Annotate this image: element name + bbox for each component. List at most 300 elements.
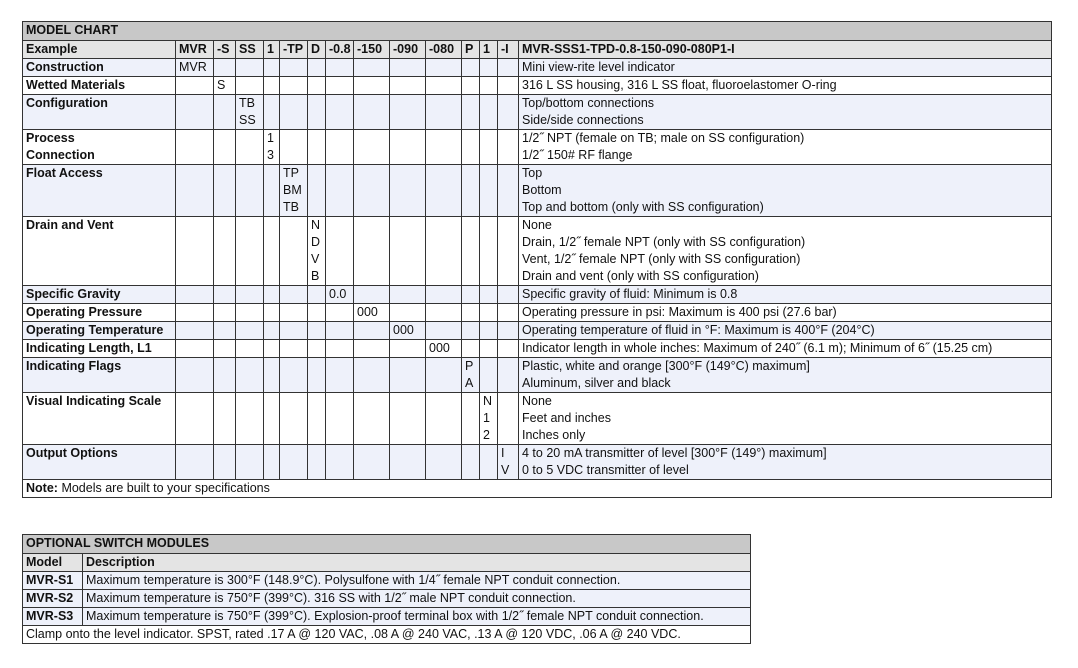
code-cell xyxy=(498,340,519,358)
code-cell xyxy=(498,445,519,480)
code-cell xyxy=(426,358,462,393)
option-label xyxy=(23,130,176,165)
code-cell xyxy=(498,393,519,445)
code-cell xyxy=(426,340,462,358)
option-description-line: Side/side connections xyxy=(522,113,644,127)
code-cell xyxy=(426,217,462,286)
code-cell xyxy=(176,217,214,286)
option-code: 3 xyxy=(267,148,274,162)
code-cell xyxy=(280,165,308,217)
example-code: -150 xyxy=(354,41,390,59)
code-cell xyxy=(390,59,426,77)
code-cell xyxy=(236,130,264,165)
option-label-text: Operating Pressure xyxy=(26,305,143,319)
option-code: P xyxy=(465,359,474,373)
code-cell xyxy=(214,358,236,393)
option-code: A xyxy=(465,376,474,390)
code-cell xyxy=(214,445,236,480)
code-cell xyxy=(236,322,264,340)
code-cell xyxy=(462,304,480,322)
code-cell xyxy=(354,286,390,304)
switch-row xyxy=(23,572,751,590)
switch-modules-table xyxy=(22,534,751,644)
code-cell xyxy=(354,95,390,130)
switch-model: MVR-S2 xyxy=(23,590,83,608)
code-cell xyxy=(480,445,498,480)
option-description xyxy=(519,304,1052,322)
option-description-line: Vent, 1/2˝ female NPT (only with SS configuration) xyxy=(522,252,801,266)
option-description xyxy=(519,286,1052,304)
option-label xyxy=(23,77,176,95)
option-label xyxy=(23,340,176,358)
code-cell xyxy=(462,445,480,480)
code-cell xyxy=(426,393,462,445)
option-code: B xyxy=(311,269,320,283)
code-cell xyxy=(236,59,264,77)
option-label-text: Wetted Materials xyxy=(26,78,126,92)
model-chart-title: MODEL CHART xyxy=(23,22,1052,41)
code-cell xyxy=(354,322,390,340)
option-code: V xyxy=(311,252,320,266)
code-cell xyxy=(426,286,462,304)
code-cell xyxy=(498,286,519,304)
code-cell xyxy=(462,393,480,445)
option-label-text: Indicating Flags xyxy=(26,359,122,373)
code-cell xyxy=(214,340,236,358)
option-description-line: Indicator length in whole inches: Maximum of 240˝ (6.1 m); Minimum of 6˝ (15.25 cm) xyxy=(522,341,993,355)
switch-footer-row xyxy=(23,626,751,644)
option-description-line: 4 to 20 mA transmitter of level [300°F (149°) maximum] xyxy=(522,446,827,460)
code-cell xyxy=(264,445,280,480)
option-label xyxy=(23,217,176,286)
switch-model: MVR-S1 xyxy=(23,572,83,590)
option-description xyxy=(519,95,1052,130)
example-code: 1 xyxy=(480,41,498,59)
col-header-description: Description xyxy=(83,554,751,572)
code-cell xyxy=(214,59,236,77)
option-label xyxy=(23,95,176,130)
option-code: SS xyxy=(239,113,256,127)
code-cell xyxy=(354,130,390,165)
code-cell xyxy=(480,340,498,358)
code-cell xyxy=(426,322,462,340)
code-cell xyxy=(236,393,264,445)
code-cell xyxy=(390,393,426,445)
code-cell xyxy=(354,358,390,393)
code-cell xyxy=(176,322,214,340)
code-cell xyxy=(354,59,390,77)
code-cell xyxy=(498,130,519,165)
option-label-text: Float Access xyxy=(26,166,103,180)
code-cell xyxy=(462,130,480,165)
code-cell xyxy=(462,358,480,393)
code-cell xyxy=(176,59,214,77)
code-cell xyxy=(326,95,354,130)
code-cell xyxy=(308,95,326,130)
option-description-line: 1/2˝ 150# RF flange xyxy=(522,148,633,162)
switch-footer: Clamp onto the level indicator. SPST, rated .17 A @ 120 VAC, .08 A @ 240 VAC, .13 A @ 120 VDC, .06 A @ 240 VDC. xyxy=(23,626,751,644)
code-cell xyxy=(264,165,280,217)
code-cell xyxy=(462,217,480,286)
option-label-text: Output Options xyxy=(26,446,118,460)
code-cell xyxy=(354,340,390,358)
code-cell xyxy=(264,130,280,165)
switch-model: MVR-S3 xyxy=(23,608,83,626)
example-code: -I xyxy=(498,41,519,59)
code-cell xyxy=(214,393,236,445)
code-cell xyxy=(354,77,390,95)
code-cell xyxy=(308,217,326,286)
code-cell xyxy=(480,304,498,322)
option-description-line: Bottom xyxy=(522,183,562,197)
code-cell xyxy=(280,59,308,77)
option-label-text: Indicating Length, L1 xyxy=(26,341,152,355)
option-row xyxy=(23,358,1052,393)
code-cell xyxy=(308,77,326,95)
code-cell xyxy=(390,95,426,130)
option-code: 000 xyxy=(429,341,450,355)
code-cell xyxy=(176,340,214,358)
option-label-text: Visual Indicating Scale xyxy=(26,394,162,408)
option-description-line: None xyxy=(522,394,552,408)
option-code: D xyxy=(311,235,321,249)
option-label xyxy=(23,165,176,217)
code-cell xyxy=(308,304,326,322)
example-code: -0.8 xyxy=(326,41,354,59)
code-cell xyxy=(390,77,426,95)
code-cell xyxy=(264,286,280,304)
code-cell xyxy=(426,77,462,95)
code-cell xyxy=(354,393,390,445)
code-cell xyxy=(308,340,326,358)
code-cell xyxy=(326,217,354,286)
code-cell xyxy=(426,304,462,322)
code-cell xyxy=(498,95,519,130)
option-label-text: Drain and Vent xyxy=(26,218,114,232)
option-row xyxy=(23,393,1052,445)
option-row xyxy=(23,165,1052,217)
option-description xyxy=(519,217,1052,286)
code-cell xyxy=(308,393,326,445)
option-code: 1 xyxy=(483,411,490,425)
example-label: Example xyxy=(23,41,176,59)
col-header-model: Model xyxy=(23,554,83,572)
example-row xyxy=(23,41,1052,59)
option-row xyxy=(23,59,1052,77)
option-description xyxy=(519,358,1052,393)
code-cell xyxy=(326,445,354,480)
code-cell xyxy=(236,95,264,130)
code-cell xyxy=(462,340,480,358)
code-cell xyxy=(390,358,426,393)
code-cell xyxy=(280,130,308,165)
code-cell xyxy=(264,340,280,358)
code-cell xyxy=(264,304,280,322)
code-cell xyxy=(426,59,462,77)
code-cell xyxy=(176,95,214,130)
example-code: D xyxy=(308,41,326,59)
example-code: -080 xyxy=(426,41,462,59)
code-cell xyxy=(426,130,462,165)
option-description xyxy=(519,130,1052,165)
code-cell xyxy=(308,322,326,340)
option-code: TP xyxy=(283,166,299,180)
note-cell xyxy=(23,480,1052,498)
option-row xyxy=(23,77,1052,95)
option-row xyxy=(23,130,1052,165)
code-cell xyxy=(354,445,390,480)
option-row xyxy=(23,340,1052,358)
option-description-line: None xyxy=(522,218,552,232)
option-description xyxy=(519,445,1052,480)
code-cell xyxy=(214,165,236,217)
code-cell xyxy=(462,286,480,304)
example-code: P xyxy=(462,41,480,59)
option-label-text: Construction xyxy=(26,60,104,74)
model-chart-table xyxy=(22,21,1052,498)
code-cell xyxy=(264,322,280,340)
code-cell xyxy=(280,393,308,445)
code-cell xyxy=(326,77,354,95)
code-cell xyxy=(480,322,498,340)
example-code: MVR xyxy=(176,41,214,59)
code-cell xyxy=(326,130,354,165)
code-cell xyxy=(264,393,280,445)
code-cell xyxy=(280,286,308,304)
option-row xyxy=(23,217,1052,286)
option-description-line: 0 to 5 VDC transmitter of level xyxy=(522,463,689,477)
code-cell xyxy=(390,165,426,217)
example-code: SS xyxy=(236,41,264,59)
option-description-line: Plastic, white and orange [300°F (149°C) maximum] xyxy=(522,359,810,373)
option-code: 0.0 xyxy=(329,287,347,301)
option-description-line: Top and bottom (only with SS configuration) xyxy=(522,200,764,214)
code-cell xyxy=(214,130,236,165)
option-code: TB xyxy=(239,96,255,110)
code-cell xyxy=(390,304,426,322)
switch-row xyxy=(23,608,751,626)
code-cell xyxy=(280,445,308,480)
code-cell xyxy=(236,165,264,217)
code-cell xyxy=(308,445,326,480)
option-code: TB xyxy=(283,200,299,214)
option-description xyxy=(519,340,1052,358)
code-cell xyxy=(308,165,326,217)
option-label xyxy=(23,304,176,322)
option-row xyxy=(23,322,1052,340)
option-description xyxy=(519,393,1052,445)
code-cell xyxy=(214,95,236,130)
option-description xyxy=(519,77,1052,95)
code-cell xyxy=(280,340,308,358)
option-row xyxy=(23,304,1052,322)
option-label xyxy=(23,445,176,480)
option-description-line: Top/bottom connections xyxy=(522,96,655,110)
code-cell xyxy=(498,322,519,340)
code-cell xyxy=(480,59,498,77)
option-row xyxy=(23,286,1052,304)
code-cell xyxy=(176,77,214,95)
code-cell xyxy=(354,217,390,286)
option-label xyxy=(23,322,176,340)
code-cell xyxy=(480,165,498,217)
example-code: -090 xyxy=(390,41,426,59)
code-cell xyxy=(498,358,519,393)
code-cell xyxy=(480,286,498,304)
option-label xyxy=(23,393,176,445)
option-code: S xyxy=(217,78,226,92)
option-description-line: Feet and inches xyxy=(522,411,611,425)
option-code: N xyxy=(483,394,493,408)
code-cell xyxy=(214,77,236,95)
code-cell xyxy=(326,393,354,445)
option-code: N xyxy=(311,218,321,232)
switch-description: Maximum temperature is 750°F (399°C). 316 SS with 1/2˝ male NPT conduit connection. xyxy=(83,590,751,608)
code-cell xyxy=(326,59,354,77)
code-cell xyxy=(280,358,308,393)
code-cell xyxy=(498,77,519,95)
example-code: 1 xyxy=(264,41,280,59)
option-description xyxy=(519,59,1052,77)
code-cell xyxy=(390,286,426,304)
example-code: -TP xyxy=(280,41,308,59)
code-cell xyxy=(326,304,354,322)
note-row xyxy=(23,480,1052,498)
code-cell xyxy=(480,130,498,165)
code-cell xyxy=(326,358,354,393)
code-cell xyxy=(498,165,519,217)
code-cell xyxy=(264,59,280,77)
code-cell xyxy=(176,445,214,480)
code-cell xyxy=(498,217,519,286)
option-row xyxy=(23,445,1052,480)
code-cell xyxy=(264,77,280,95)
code-cell xyxy=(176,130,214,165)
note-text: Models are built to your specifications xyxy=(61,481,270,495)
code-cell xyxy=(308,130,326,165)
code-cell xyxy=(390,130,426,165)
code-cell xyxy=(480,77,498,95)
code-cell xyxy=(390,322,426,340)
option-label xyxy=(23,286,176,304)
option-code: 000 xyxy=(357,305,378,319)
code-cell xyxy=(214,217,236,286)
code-cell xyxy=(390,445,426,480)
option-label-text: Configuration xyxy=(26,96,108,110)
code-cell xyxy=(280,77,308,95)
code-cell xyxy=(426,165,462,217)
option-description xyxy=(519,165,1052,217)
option-label-text: Operating Temperature xyxy=(26,323,164,337)
code-cell xyxy=(214,322,236,340)
code-cell xyxy=(236,217,264,286)
option-label-text: Specific Gravity xyxy=(26,287,121,301)
code-cell xyxy=(236,304,264,322)
option-label xyxy=(23,358,176,393)
option-code: V xyxy=(501,463,510,477)
code-cell xyxy=(236,340,264,358)
option-label-text: Process xyxy=(26,131,75,145)
option-description-line: Aluminum, silver and black xyxy=(522,376,671,390)
code-cell xyxy=(480,95,498,130)
option-description-line: Operating pressure in psi: Maximum is 400 psi (27.6 bar) xyxy=(522,305,837,319)
code-cell xyxy=(462,165,480,217)
code-cell xyxy=(176,358,214,393)
code-cell xyxy=(308,286,326,304)
code-cell xyxy=(280,322,308,340)
code-cell xyxy=(236,358,264,393)
option-description-line: Inches only xyxy=(522,428,586,442)
code-cell xyxy=(498,304,519,322)
option-description-line: 316 L SS housing, 316 L SS float, fluoroelastomer O-ring xyxy=(522,78,837,92)
code-cell xyxy=(326,340,354,358)
option-label xyxy=(23,59,176,77)
note-label: Note: xyxy=(26,481,58,495)
code-cell xyxy=(264,358,280,393)
code-cell xyxy=(462,322,480,340)
code-cell xyxy=(264,217,280,286)
option-code: I xyxy=(501,446,505,460)
code-cell xyxy=(214,286,236,304)
code-cell xyxy=(308,358,326,393)
code-cell xyxy=(176,393,214,445)
option-code: BM xyxy=(283,183,302,197)
option-description-line: Top xyxy=(522,166,543,180)
example-value: MVR-SSS1-TPD-0.8-150-090-080P1-I xyxy=(519,41,1052,59)
code-cell xyxy=(480,217,498,286)
code-cell xyxy=(480,393,498,445)
code-cell xyxy=(426,445,462,480)
code-cell xyxy=(462,77,480,95)
code-cell xyxy=(462,59,480,77)
code-cell xyxy=(498,59,519,77)
code-cell xyxy=(176,304,214,322)
option-code: MVR xyxy=(179,60,207,74)
option-description-line: Drain, 1/2˝ female NPT (only with SS configuration) xyxy=(522,235,806,249)
code-cell xyxy=(354,165,390,217)
code-cell xyxy=(280,304,308,322)
switch-description: Maximum temperature is 300°F (148.9°C). Polysulfone with 1/4˝ female NPT conduit connection. xyxy=(83,572,751,590)
option-code: 000 xyxy=(393,323,414,337)
option-code: 2 xyxy=(483,428,490,442)
switch-description: Maximum temperature is 750°F (399°C). Explosion-proof terminal box with 1/2˝ female NPT conduit connection. xyxy=(83,608,751,626)
code-cell xyxy=(280,95,308,130)
code-cell xyxy=(326,286,354,304)
code-cell xyxy=(264,95,280,130)
code-cell xyxy=(176,286,214,304)
option-row xyxy=(23,95,1052,130)
switch-row xyxy=(23,590,751,608)
option-description-line: Drain and vent (only with SS configuration) xyxy=(522,269,759,283)
code-cell xyxy=(390,217,426,286)
code-cell xyxy=(214,304,236,322)
option-description-line: 1/2˝ NPT (female on TB; male on SS configuration) xyxy=(522,131,805,145)
code-cell xyxy=(326,165,354,217)
code-cell xyxy=(176,165,214,217)
code-cell xyxy=(236,77,264,95)
option-description-line: Specific gravity of fluid: Minimum is 0.8 xyxy=(522,287,738,301)
code-cell xyxy=(236,445,264,480)
option-description xyxy=(519,322,1052,340)
option-description-line: Mini view-rite level indicator xyxy=(522,60,675,74)
option-description-line: Operating temperature of fluid in °F: Maximum is 400°F (204°C) xyxy=(522,323,875,337)
code-cell xyxy=(354,304,390,322)
code-cell xyxy=(480,358,498,393)
code-cell xyxy=(236,286,264,304)
code-cell xyxy=(326,322,354,340)
option-code: 1 xyxy=(267,131,274,145)
switch-modules-title: OPTIONAL SWITCH MODULES xyxy=(23,535,751,554)
